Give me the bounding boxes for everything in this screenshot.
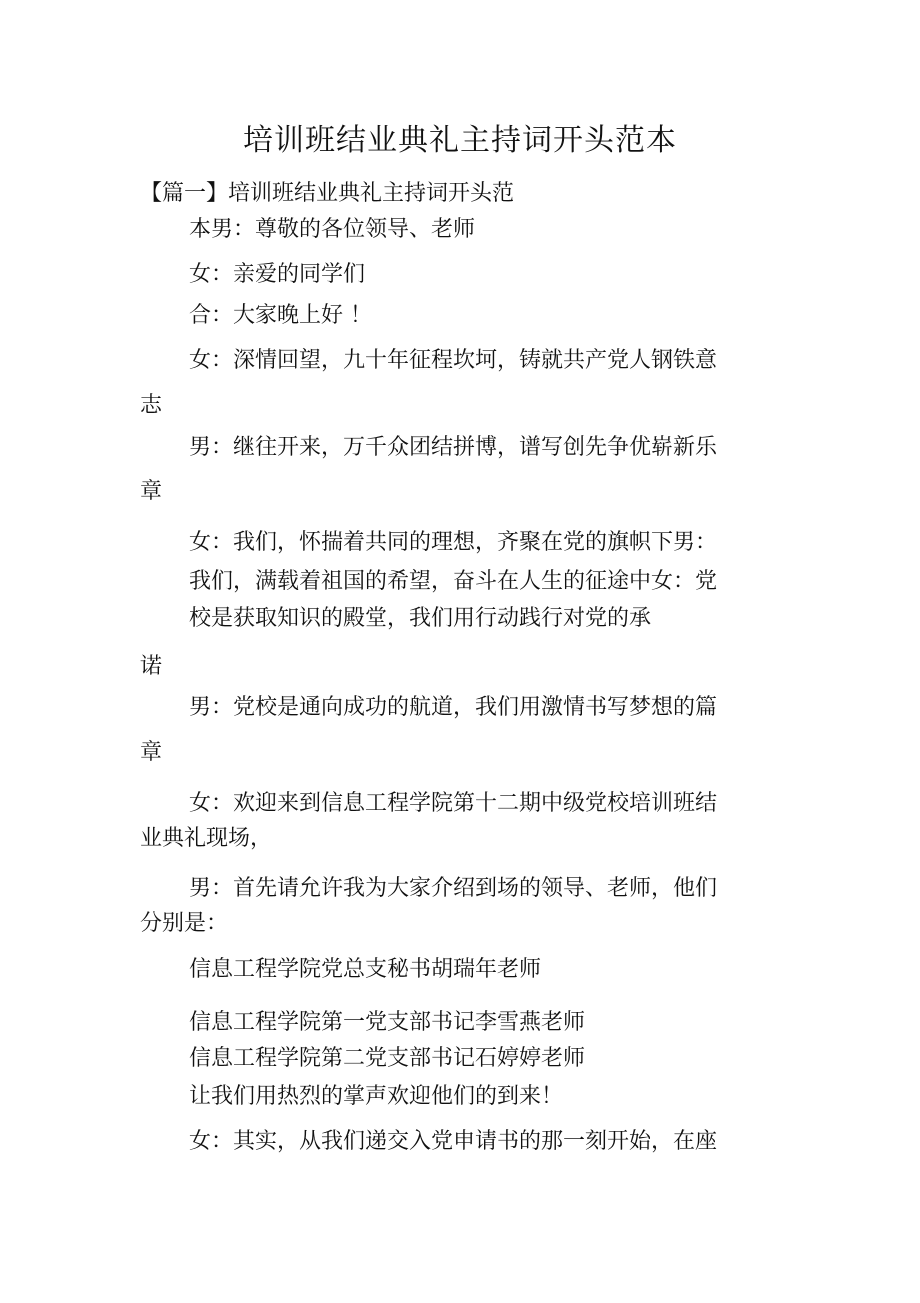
paragraph-line: 女：我们，怀揣着共同的理想，齐聚在党的旗帜下男： [189,530,718,555]
paragraph-line: 我们，满载着祖国的希望，奋斗在人生的征途中女：党 [189,569,718,594]
paragraph-line: 女：深情回望，九十年征程坎坷，铸就共产党人钢铁意 [189,348,718,373]
paragraph-line: 分别是： [140,911,229,936]
paragraph-line: 诺 [140,654,163,679]
paragraph-line: 合：大家晚上好 ！ [189,303,372,328]
paragraph-line: 志 [140,393,163,418]
paragraph-line: 女：亲爱的同学们 [189,262,366,287]
paragraph-line: 信息工程学院党总支秘书胡瑞年老师 [189,957,542,982]
paragraph-line: 信息工程学院第二党支部书记石婷婷老师 [189,1046,586,1071]
document-title: 培训班结业典礼主持词开头范本 [243,123,677,158]
paragraph-line: 业典礼现场， [140,826,273,851]
paragraph-line: 本男：尊敬的各位领导、老师 [189,217,476,242]
paragraph-line: 章 [140,740,163,765]
paragraph-line: 信息工程学院第一党支部书记李雪燕老师 [189,1010,586,1035]
paragraph-line: 让我们用热烈的掌声欢迎他们的到来！ [189,1084,564,1109]
paragraph-line: 男：首先请允许我为大家介绍到场的领导、老师，他们 [189,876,718,901]
paragraph-line: 章 [140,479,163,504]
paragraph-line: 校是获取知识的殿堂，我们用行动践行对党的承 [189,606,652,631]
paragraph-line: 女：其实，从我们递交入党申请书的那一刻开始，在座 [189,1129,718,1154]
paragraph-line: 男：党校是通向成功的航道，我们用激情书写梦想的篇 [189,695,718,720]
paragraph-line: 女：欢迎来到信息工程学院第十二期中级党校培训班结 [189,791,718,816]
paragraph-line: 男：继往开来，万千众团结拼博，谱写创先争优崭新乐 [189,435,718,460]
section-heading: 【篇一】培训班结业典礼主持词开头范 [140,181,515,206]
